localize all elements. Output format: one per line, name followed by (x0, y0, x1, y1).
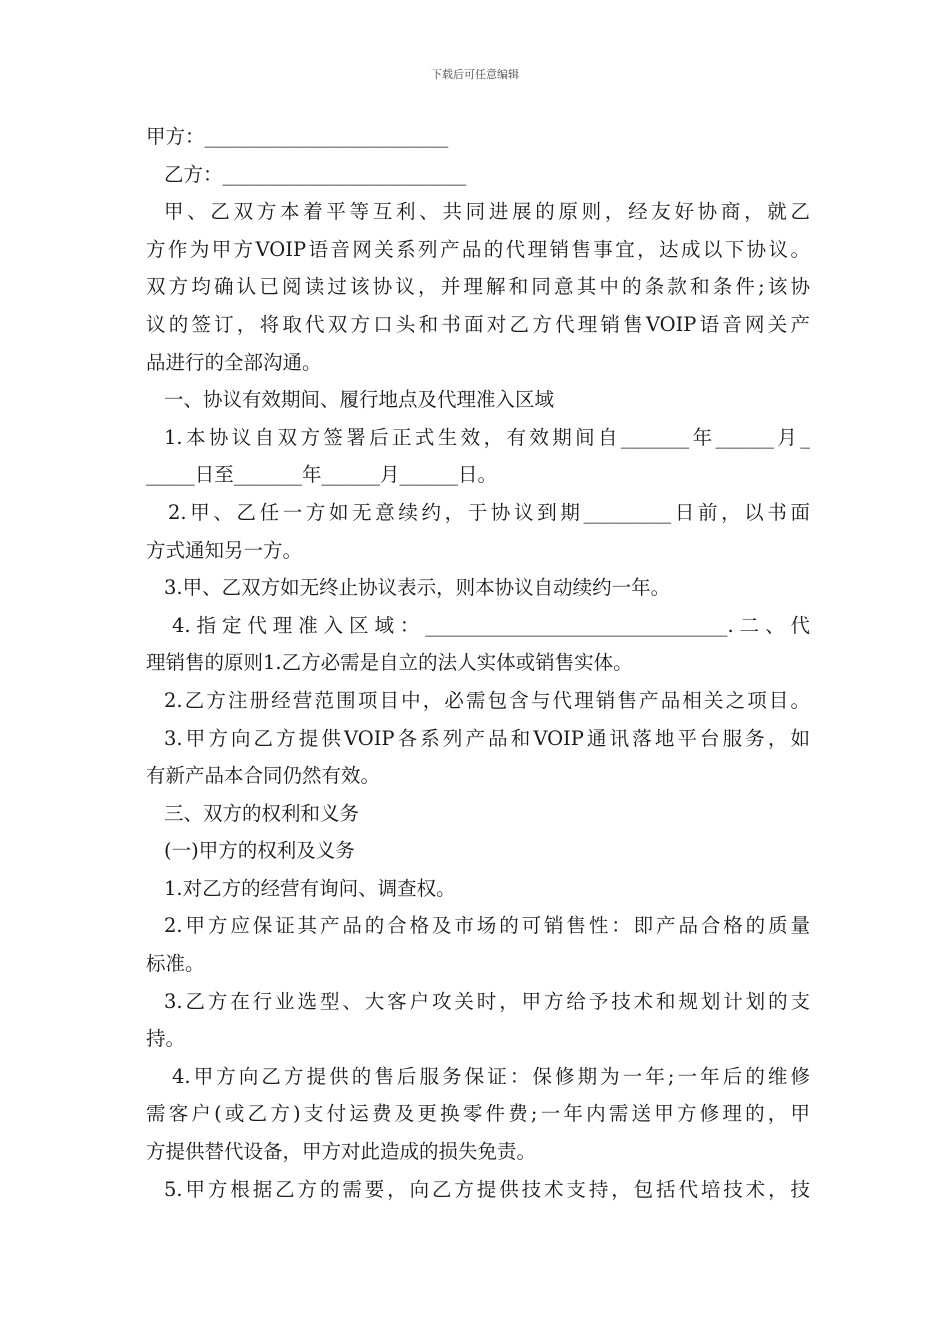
text-line: 3.甲方向乙方提供VOIP各系列产品和VOIP通讯落地平台服务，如 (164, 726, 810, 750)
text-line: 4.指定代理准入区域：_______________________________.二、代 (172, 613, 810, 637)
text-line: 持。 (146, 1027, 186, 1051)
text-line: 需客户(或乙方)支付运费及更换零件费;一年内需送甲方修理的，甲 (146, 1102, 810, 1126)
text-line: 方作为甲方VOIP语音网关系列产品的代理销售事宜，达成以下协议。 (146, 237, 810, 261)
text-line: 3.甲、乙双方如无终止协议表示，则本协议自动续约一年。 (164, 576, 671, 600)
text-line: 议的签订，将取代双方口头和书面对乙方代理销售VOIP语音网关产 (146, 312, 810, 336)
text-line: 2.甲、乙任一方如无意续约，于协议到期_________日前，以书面 (168, 500, 810, 524)
page-header: 下载后可任意编辑 (431, 68, 519, 81)
document-body (146, 118, 810, 1208)
text-line: 理销售的原则1.乙方必需是自立的法人实体或销售实体。 (146, 651, 633, 675)
text-line: 5.甲方根据乙方的需要，向乙方提供技术支持，包括代培技术，技 (164, 1177, 810, 1201)
text-line: 有新产品本合同仍然有效。 (146, 764, 381, 788)
text-line: 2.甲方应保证其产品的合格及市场的可销售性：即产品合格的质量 (164, 914, 810, 938)
text-line: 三、双方的权利和义务 (164, 801, 360, 825)
text-line: _____日至_______年______月______日。 (146, 463, 498, 487)
text-line: (一)甲方的权利及义务 (164, 839, 355, 863)
text-line: 一、协议有效期间、履行地点及代理准入区域 (164, 388, 555, 412)
text-line: 乙方：_________________________ (164, 162, 467, 186)
text-line: 3.乙方在行业选型、大客户攻关时，甲方给予技术和规划计划的支 (164, 989, 810, 1013)
text-line: 1.本协议自双方签署后正式生效，有效期间自_______年______月_ (164, 425, 810, 449)
text-line: 品进行的全部沟通。 (146, 350, 322, 374)
text-line: 双方均确认已阅读过该协议，并理解和同意其中的条款和条件;该协 (146, 275, 810, 299)
text-line: 甲、乙双方本着平等互利、共同进展的原则，经友好协商，就乙 (164, 200, 810, 224)
text-line: 甲方：_________________________ (146, 125, 449, 148)
text-line: 标准。 (146, 952, 205, 976)
text-line: 方式通知另一方。 (146, 538, 303, 562)
text-line: 4.甲方向乙方提供的售后服务保证：保修期为一年;一年后的维修 (172, 1064, 810, 1088)
text-line: 2.乙方注册经营范围项目中，必需包含与代理销售产品相关之项目。 (164, 688, 810, 712)
text-line: 1.对乙方的经营有询问、调查权。 (164, 876, 456, 900)
text-line: 方提供替代设备，甲方对此造成的损失免责。 (146, 1140, 537, 1164)
